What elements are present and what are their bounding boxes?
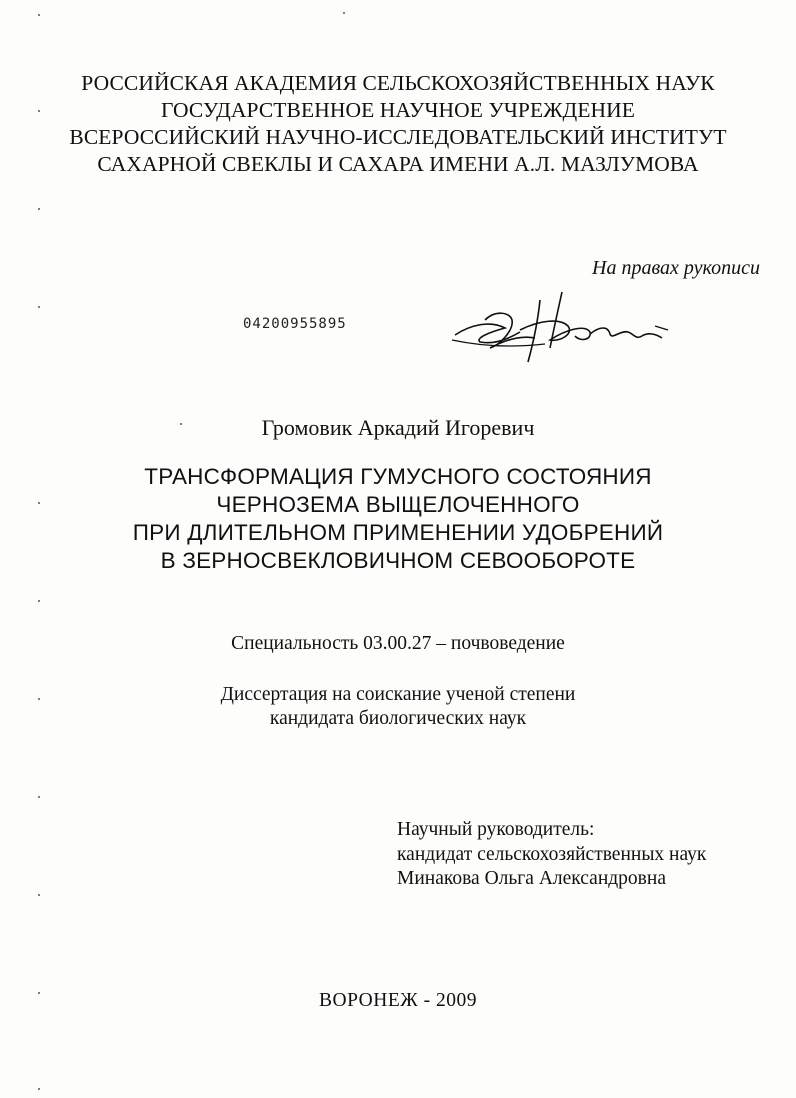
scan-speck <box>38 600 40 602</box>
scan-speck <box>38 208 40 210</box>
scan-speck <box>343 12 345 14</box>
scan-speck <box>38 1088 40 1090</box>
scan-speck <box>38 796 40 798</box>
title-line-3: ПРИ ДЛИТЕЛЬНОМ ПРИМЕНЕНИИ УДОБРЕНИЙ <box>132 520 664 545</box>
supervisor-block <box>397 818 706 892</box>
author-name: Громовик Аркадий Игоревич <box>261 415 535 440</box>
institution-line-3: ВСЕРОССИЙСКИЙ НАУЧНО-ИССЛЕДОВАТЕЛЬСКИЙ ИНСТИТУТ <box>69 125 727 149</box>
institution-line-4: САХАРНОЙ СВЕКЛЫ И САХАРА ИМЕНИ А.Л. МАЗЛУМОВА <box>97 152 699 176</box>
supervisor-degree: кандидат сельскохозяйственных наук <box>397 843 707 865</box>
supervisor-label: Научный руководитель: <box>397 819 595 840</box>
title-line-4: В ЗЕРНОСВЕКЛОВИЧНОМ СЕВООБОРОТЕ <box>160 548 636 573</box>
scan-speck <box>38 502 40 504</box>
manuscript-rights-note: На правах рукописи <box>592 257 760 279</box>
degree-line-2: кандидата биологических наук <box>269 708 527 729</box>
title-line-1: ТРАНСФОРМАЦИЯ ГУМУСНОГО СОСТОЯНИЯ <box>144 464 652 489</box>
scan-speck <box>38 894 40 896</box>
institution-line-1: РОССИЙСКАЯ АКАДЕМИЯ СЕЛЬСКОХОЗЯЙСТВЕННЫХ НАУК <box>81 71 715 95</box>
archive-number: 04200955895 <box>243 316 347 332</box>
degree-statement <box>0 683 796 731</box>
scan-speck <box>180 423 182 425</box>
signature-image <box>450 290 680 370</box>
title-line-2: ЧЕРНОЗЕМА ВЫЩЕЛОЧЕННОГО <box>216 492 580 517</box>
dissertation-title <box>0 463 796 575</box>
institution-header <box>0 70 796 178</box>
institution-line-2: ГОСУДАРСТВЕННОЕ НАУЧНОЕ УЧРЕЖДЕНИЕ <box>160 98 636 122</box>
scan-speck <box>38 698 40 700</box>
scan-speck <box>38 306 40 308</box>
scan-speck <box>38 14 40 16</box>
scan-speck <box>38 110 40 112</box>
supervisor-name: Минакова Ольга Александровна <box>397 868 666 889</box>
specialty: Специальность 03.00.27 – почвоведение <box>231 633 565 654</box>
city-year: ВОРОНЕЖ - 2009 <box>319 990 477 1011</box>
scan-speck <box>38 992 40 994</box>
degree-line-1: Диссертация на соискание ученой степени <box>220 684 576 705</box>
